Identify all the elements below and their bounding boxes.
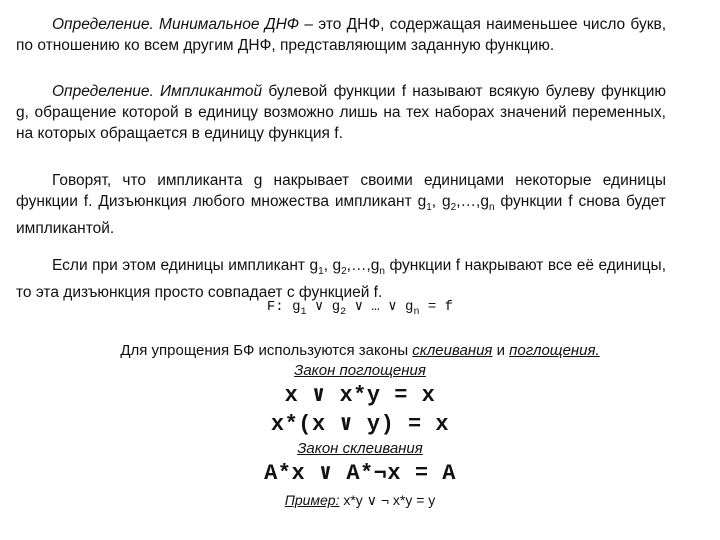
absorption-formula-2: x*(x ∨ y) = x — [270, 412, 450, 437]
subscript: 2 — [341, 266, 347, 278]
absorption-formula-1: x ∨ x*y = x — [284, 383, 436, 408]
definition-implicant — [16, 81, 666, 144]
definition-label: Определение. — [52, 83, 154, 100]
gluing-law-title: Закон склеивания — [297, 440, 423, 457]
example-text: x*y ∨ ¬ x*y = y — [339, 492, 436, 508]
subscript: 2 — [450, 202, 457, 214]
absorb-law-link: поглощения. — [509, 342, 600, 359]
definition-text: – это ДНФ, содержащая наименьшее число букв, по отношению ко всем другим ДНФ, представляющим заданную функцию. — [16, 16, 667, 54]
formula-f: F: $g_1$ ∨ $g_2$ ∨ … ∨ $g_n = f$ — [266, 299, 454, 318]
paragraph-text-b: функции f снова будет импликантой. — [16, 193, 667, 238]
definition-label: Определение. — [52, 16, 154, 33]
definition-min-dnf — [16, 14, 666, 56]
simplification-laws-line: Для упрощения БФ используются законы склеивания и поглощения. — [120, 342, 600, 359]
definition-term: Импликантой — [160, 83, 263, 100]
absorption-law-title: Закон поглощения — [294, 362, 426, 379]
glue-law-link: склеивания — [412, 342, 493, 359]
definition-text: булевой функции f называют всякую булеву функцию g, обращение которой в единицу возможно лишь на тех наборах значений переменных, на которых обращается в единицу функция f. — [16, 83, 666, 142]
separator: ,…,g — [346, 257, 380, 274]
example-line — [0, 492, 720, 509]
separator: , g — [431, 193, 451, 210]
subscript: 1 — [426, 202, 432, 214]
example-label: Пример: — [284, 492, 340, 508]
definition-term: Минимальное ДНФ — [159, 16, 300, 33]
subscript: n — [379, 266, 385, 278]
paragraph-implicant-cover — [16, 170, 666, 239]
paragraph-text-a: Если при этом единицы импликант g — [52, 257, 319, 274]
paragraph-text-b: функции f накрывают все её единицы, то эта дизъюнкция просто совпадает с функцией f. — [16, 257, 667, 302]
separator: ,…,g — [456, 193, 489, 210]
subscript: 1 — [318, 266, 324, 278]
paragraph-text-a: Говорят, что импликанта g накрывает своими единицами некоторые единицы функции f. Дизъюнкция любого множества импликант g — [16, 172, 666, 210]
paragraph-disjunction-equals — [16, 255, 666, 303]
subscript: n — [488, 202, 495, 214]
separator: , g — [323, 257, 342, 274]
gluing-formula: A*x ∨ A*¬x = A — [264, 461, 456, 486]
